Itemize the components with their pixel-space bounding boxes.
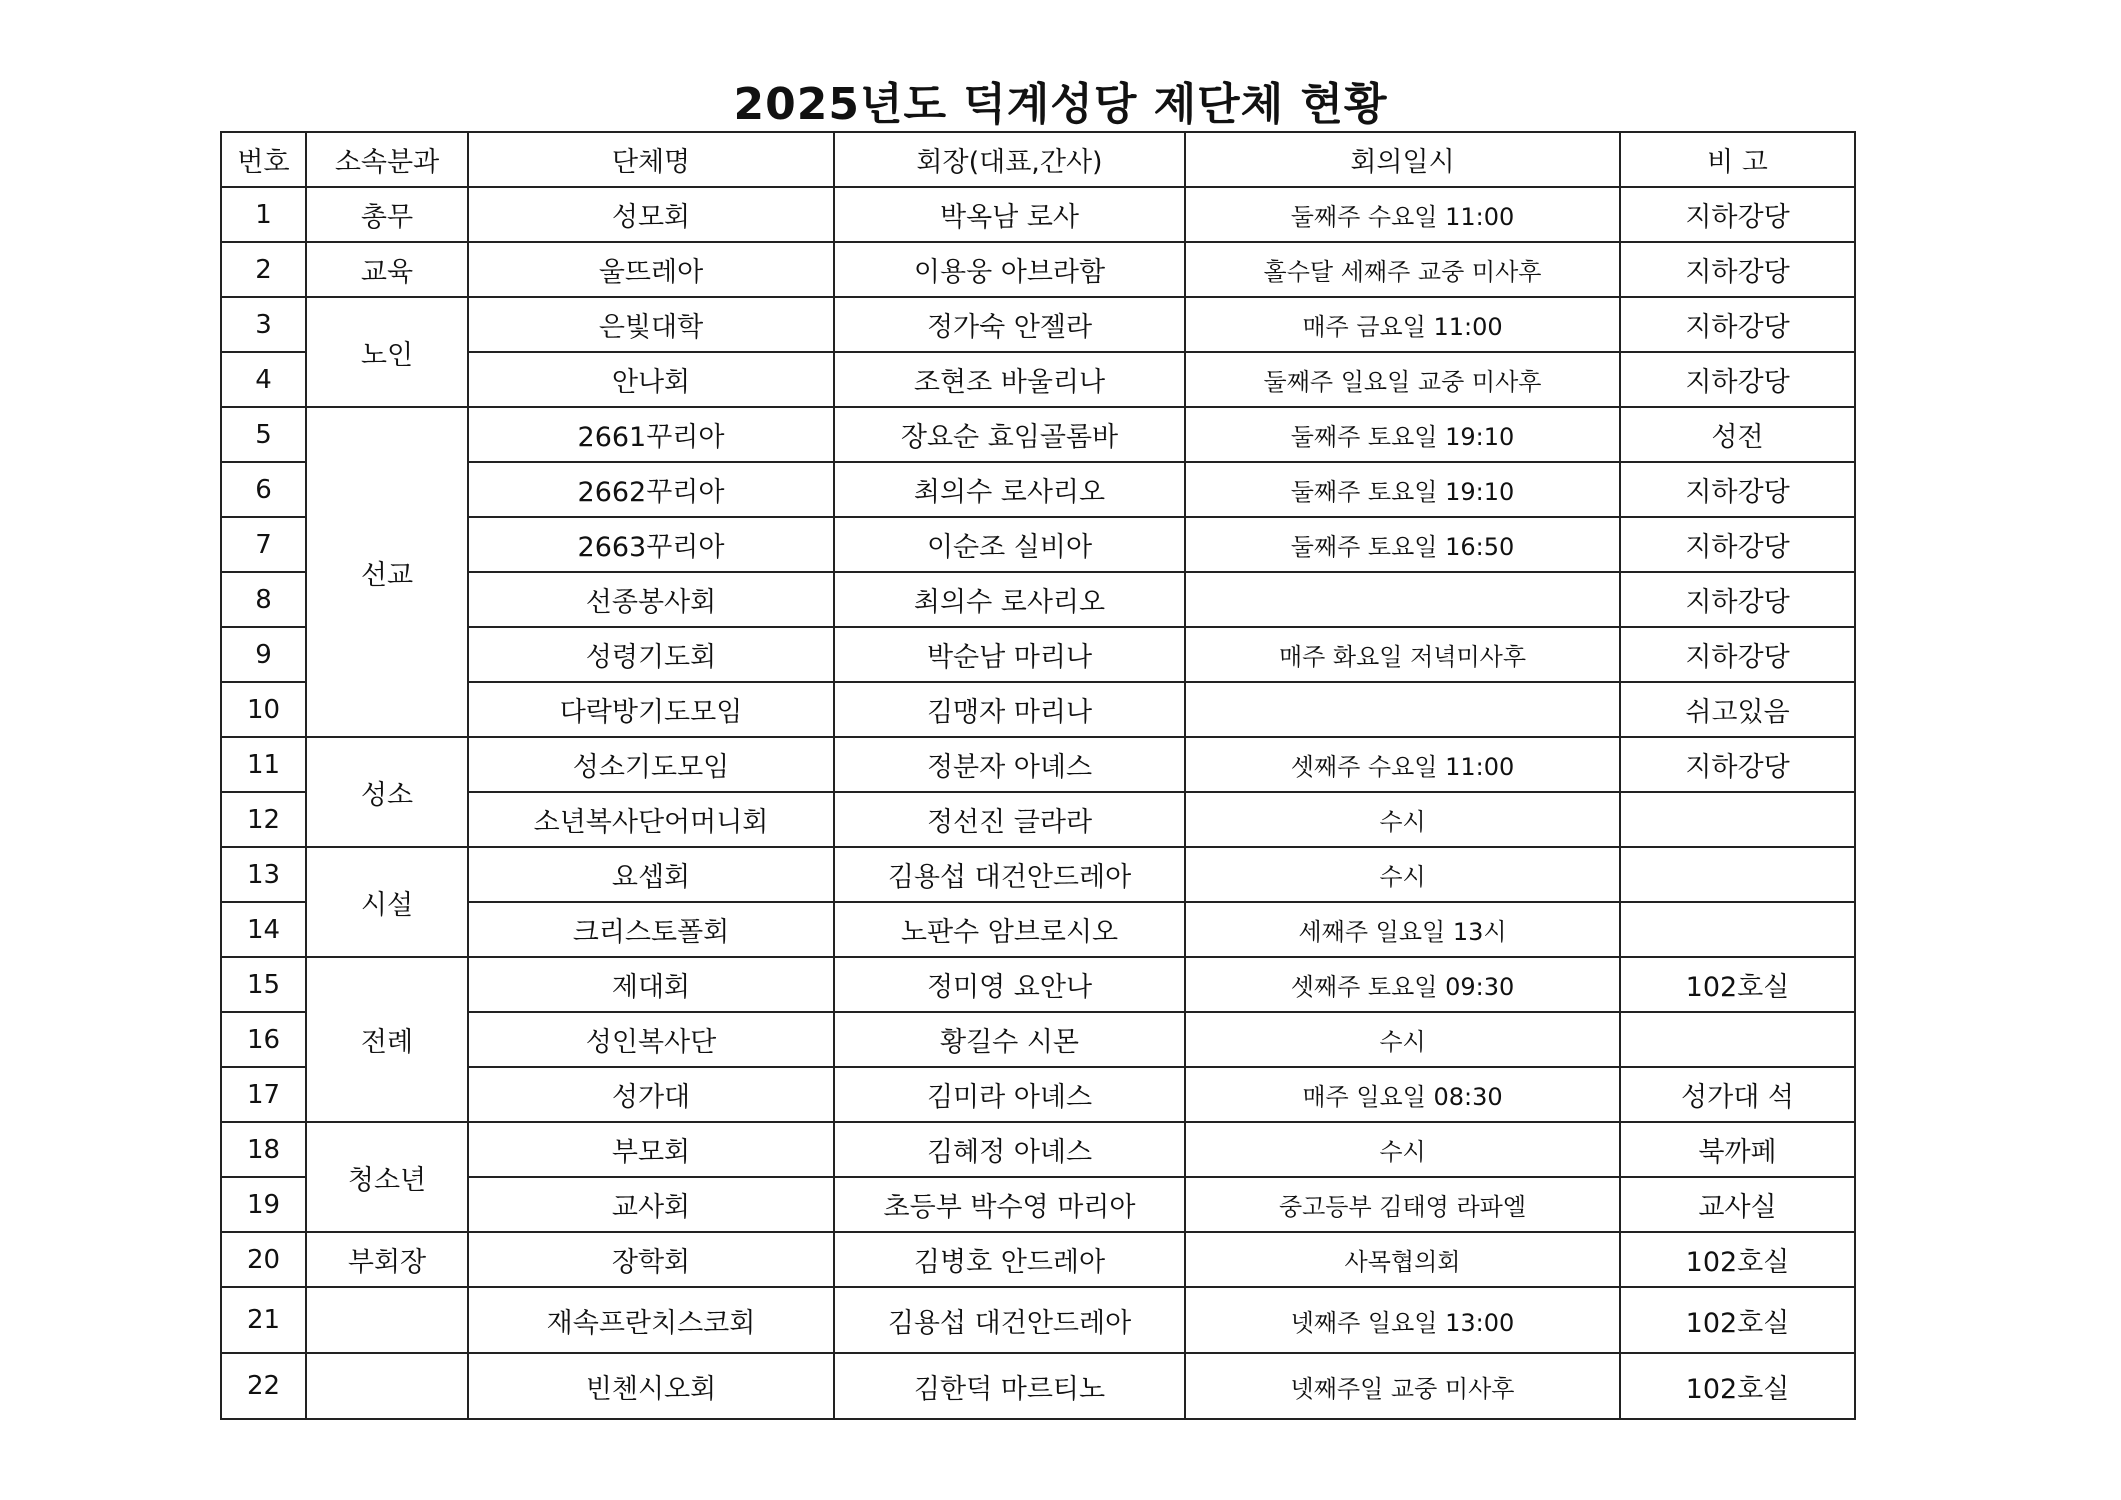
meeting-schedule: 둘째주 일요일 교중 미사후 [1185, 352, 1620, 407]
division-cell-empty [306, 1287, 468, 1353]
division-cell: 총무 [306, 187, 468, 242]
note-cell [1620, 902, 1855, 957]
table-row [221, 1353, 1855, 1419]
table-row [221, 407, 1855, 462]
meeting-schedule: 수시 [1185, 1012, 1620, 1067]
meeting-schedule: 셋째주 수요일 11:00 [1185, 737, 1620, 792]
division-cell: 시설 [306, 847, 468, 957]
row-number: 11 [221, 737, 306, 792]
meeting-schedule: 넷째주 일요일 13:00 [1185, 1287, 1620, 1353]
row-number: 3 [221, 297, 306, 352]
header-leader: 회장(대표,간사) [834, 132, 1185, 187]
group-name: 소년복사단어머니회 [468, 792, 834, 847]
row-number: 5 [221, 407, 306, 462]
leader-name: 이용웅 아브라함 [834, 242, 1185, 297]
header-division: 소속분과 [306, 132, 468, 187]
division-cell: 전례 [306, 957, 468, 1122]
leader-name: 황길수 시몬 [834, 1012, 1185, 1067]
leader-name: 최의수 로사리오 [834, 462, 1185, 517]
group-name: 선종봉사회 [468, 572, 834, 627]
row-number: 12 [221, 792, 306, 847]
table-row [221, 297, 1855, 352]
group-name: 성가대 [468, 1067, 834, 1122]
row-number: 6 [221, 462, 306, 517]
leader-name: 김미라 아녜스 [834, 1067, 1185, 1122]
division-cell: 교육 [306, 242, 468, 297]
row-number: 15 [221, 957, 306, 1012]
meeting-schedule: 매주 금요일 11:00 [1185, 297, 1620, 352]
group-name: 성모회 [468, 187, 834, 242]
row-number: 9 [221, 627, 306, 682]
header-row [221, 132, 1855, 187]
note-cell: 지하강당 [1620, 517, 1855, 572]
meeting-schedule: 사목협의회 [1185, 1232, 1620, 1287]
group-name: 안나회 [468, 352, 834, 407]
table-row [221, 737, 1855, 792]
group-name: 다락방기도모임 [468, 682, 834, 737]
leader-name: 정가숙 안젤라 [834, 297, 1185, 352]
meeting-schedule: 중고등부 김태영 라파엘 [1185, 1177, 1620, 1232]
row-number: 14 [221, 902, 306, 957]
header-schedule: 회의일시 [1185, 132, 1620, 187]
note-cell: 지하강당 [1620, 737, 1855, 792]
division-cell-empty [306, 1353, 468, 1419]
division-cell: 노인 [306, 297, 468, 407]
meeting-schedule: 수시 [1185, 1122, 1620, 1177]
table-row [221, 242, 1855, 297]
note-cell: 102호실 [1620, 1232, 1855, 1287]
group-name: 울뜨레아 [468, 242, 834, 297]
leader-name: 김용섭 대건안드레아 [834, 1287, 1185, 1353]
table-row [221, 847, 1855, 902]
group-name: 2661꾸리아 [468, 407, 834, 462]
note-cell: 교사실 [1620, 1177, 1855, 1232]
meeting-schedule: 홀수달 세째주 교중 미사후 [1185, 242, 1620, 297]
leader-name: 최의수 로사리오 [834, 572, 1185, 627]
note-cell: 지하강당 [1620, 572, 1855, 627]
row-number: 19 [221, 1177, 306, 1232]
leader-name: 정미영 요안나 [834, 957, 1185, 1012]
leader-name: 조현조 바울리나 [834, 352, 1185, 407]
note-cell: 지하강당 [1620, 187, 1855, 242]
meeting-schedule: 둘째주 토요일 16:50 [1185, 517, 1620, 572]
note-cell: 지하강당 [1620, 297, 1855, 352]
group-name: 빈첸시오회 [468, 1353, 834, 1419]
note-cell: 지하강당 [1620, 462, 1855, 517]
leader-name: 정선진 글라라 [834, 792, 1185, 847]
row-number: 16 [221, 1012, 306, 1067]
note-cell [1620, 1012, 1855, 1067]
division-cell: 성소 [306, 737, 468, 847]
note-cell: 성가대 석 [1620, 1067, 1855, 1122]
note-cell: 북까페 [1620, 1122, 1855, 1177]
group-name: 교사회 [468, 1177, 834, 1232]
note-cell: 지하강당 [1620, 242, 1855, 297]
meeting-schedule: 수시 [1185, 847, 1620, 902]
table-row [221, 187, 1855, 242]
group-name: 성인복사단 [468, 1012, 834, 1067]
meeting-schedule: 셋째주 토요일 09:30 [1185, 957, 1620, 1012]
leader-name: 김한덕 마르티노 [834, 1353, 1185, 1419]
row-number: 21 [221, 1287, 306, 1353]
meeting-schedule: 매주 일요일 08:30 [1185, 1067, 1620, 1122]
meeting-schedule: 둘째주 수요일 11:00 [1185, 187, 1620, 242]
group-name: 성령기도회 [468, 627, 834, 682]
meeting-schedule [1185, 572, 1620, 627]
note-cell: 102호실 [1620, 957, 1855, 1012]
group-name: 제대회 [468, 957, 834, 1012]
group-name: 장학회 [468, 1232, 834, 1287]
table-row [221, 1232, 1855, 1287]
groups-table [220, 131, 1856, 1420]
division-cell: 부회장 [306, 1232, 468, 1287]
header-note: 비 고 [1620, 132, 1855, 187]
note-cell: 102호실 [1620, 1287, 1855, 1353]
leader-name: 박순남 마리나 [834, 627, 1185, 682]
leader-name: 김맹자 마리나 [834, 682, 1185, 737]
division-cell: 청소년 [306, 1122, 468, 1232]
meeting-schedule: 매주 화요일 저녁미사후 [1185, 627, 1620, 682]
row-number: 8 [221, 572, 306, 627]
meeting-schedule: 둘째주 토요일 19:10 [1185, 407, 1620, 462]
row-number: 7 [221, 517, 306, 572]
row-number: 2 [221, 242, 306, 297]
meeting-schedule: 둘째주 토요일 19:10 [1185, 462, 1620, 517]
meeting-schedule [1185, 682, 1620, 737]
row-number: 20 [221, 1232, 306, 1287]
table-row [221, 1287, 1855, 1353]
meeting-schedule: 세째주 일요일 13시 [1185, 902, 1620, 957]
group-name: 요셉회 [468, 847, 834, 902]
table-row [221, 957, 1855, 1012]
meeting-schedule: 수시 [1185, 792, 1620, 847]
note-cell: 지하강당 [1620, 627, 1855, 682]
row-number: 10 [221, 682, 306, 737]
leader-name: 박옥남 로사 [834, 187, 1185, 242]
header-num: 번호 [221, 132, 306, 187]
leader-name: 정분자 아녜스 [834, 737, 1185, 792]
row-number: 1 [221, 187, 306, 242]
leader-name: 김병호 안드레아 [834, 1232, 1185, 1287]
group-name: 재속프란치스코회 [468, 1287, 834, 1353]
group-name: 부모회 [468, 1122, 834, 1177]
leader-name: 김혜정 아녜스 [834, 1122, 1185, 1177]
note-cell: 쉬고있음 [1620, 682, 1855, 737]
leader-name: 초등부 박수영 마리아 [834, 1177, 1185, 1232]
group-name: 2663꾸리아 [468, 517, 834, 572]
note-cell: 성전 [1620, 407, 1855, 462]
table-row [221, 1122, 1855, 1177]
row-number: 22 [221, 1353, 306, 1419]
division-cell: 선교 [306, 407, 468, 737]
group-name: 은빛대학 [468, 297, 834, 352]
header-group: 단체명 [468, 132, 834, 187]
page-title: 2025년도 덕계성당 제단체 현황 [733, 79, 1388, 130]
row-number: 17 [221, 1067, 306, 1122]
leader-name: 김용섭 대건안드레아 [834, 847, 1185, 902]
group-name: 2662꾸리아 [468, 462, 834, 517]
leader-name: 노판수 암브로시오 [834, 902, 1185, 957]
leader-name: 이순조 실비아 [834, 517, 1185, 572]
leader-name: 장요순 효임골롬바 [834, 407, 1185, 462]
group-name: 크리스토폴회 [468, 902, 834, 957]
note-cell: 지하강당 [1620, 352, 1855, 407]
row-number: 18 [221, 1122, 306, 1177]
group-name: 성소기도모임 [468, 737, 834, 792]
note-cell [1620, 847, 1855, 902]
row-number: 4 [221, 352, 306, 407]
row-number: 13 [221, 847, 306, 902]
meeting-schedule: 넷째주일 교중 미사후 [1185, 1353, 1620, 1419]
note-cell [1620, 792, 1855, 847]
note-cell: 102호실 [1620, 1353, 1855, 1419]
